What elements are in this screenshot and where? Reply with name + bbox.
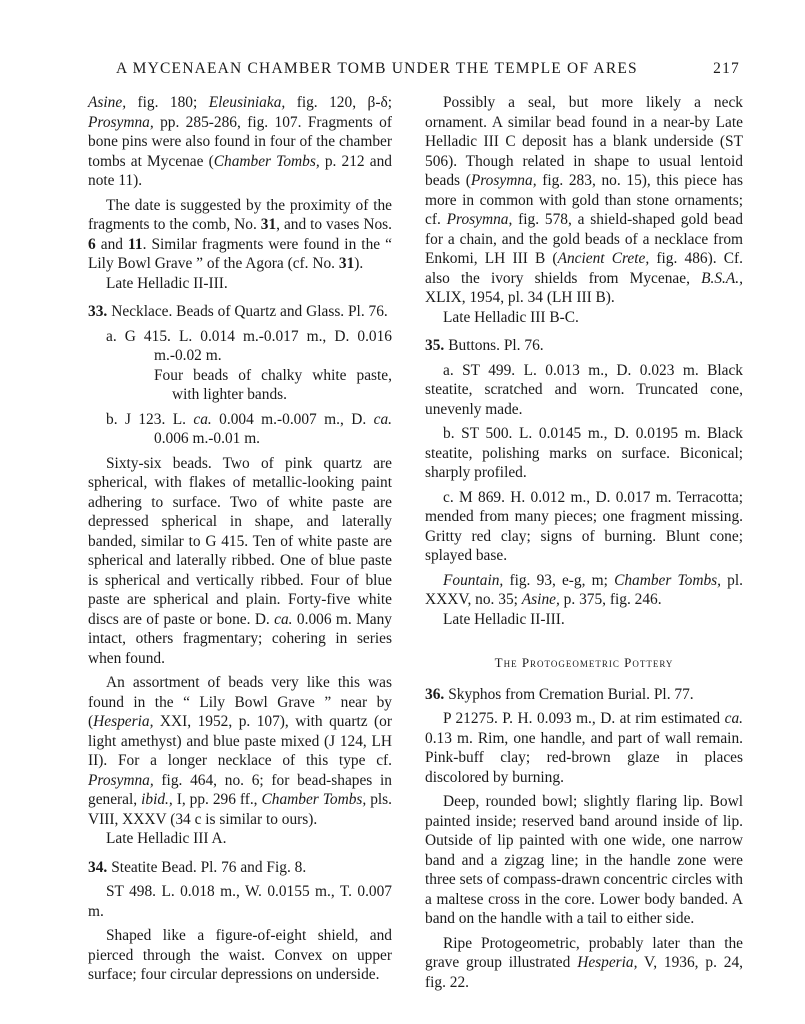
citation-title: ibid.,: [141, 791, 173, 808]
text: ca.: [373, 410, 392, 428]
sub-entry-dims: a. G 415. L. 0.014 m.-0.017 m., D. 0.016 m.-0.02 m.: [106, 327, 392, 364]
citation-title: Chamber Tombs,: [213, 152, 320, 170]
sub-entry: a. ST 499. L. 0.013 m., D. 0.023 m. Black steatite, scratched and worn. Truncated cone, unevenly made.: [425, 361, 743, 418]
sub-entry: b. ST 500. L. 0.0145 m., D. 0.0195 m. Black steatite, polishing marks on surface. Biconical; sharply profiled.: [425, 425, 743, 481]
paragraph: [425, 93, 743, 308]
item-title: Buttons. Pl. 76.: [448, 337, 544, 354]
citation-title: Prosymna,: [470, 172, 537, 189]
text: 0.004 m.-0.007 m., D.: [211, 410, 374, 428]
citation-title: Prosymna,: [88, 771, 154, 789]
citation-title: Hesperia,: [93, 713, 154, 730]
paragraph: [88, 673, 392, 829]
item-heading: [88, 302, 392, 322]
left-column: [88, 93, 392, 985]
text: V, 1936, p. 24, fig. 22.: [425, 954, 744, 991]
text: ca.: [724, 710, 743, 727]
sub-entry: [106, 410, 392, 449]
citation-title: Hesperia,: [577, 954, 638, 971]
text: I, pp. 296 ff.,: [172, 791, 262, 808]
item-number: 33.: [88, 303, 108, 320]
date-line: Late Helladic III A.: [106, 830, 227, 847]
item-ref: 31: [260, 216, 277, 233]
paragraph: Shaped like a figure-of-eight shield, and pierced through the waist. Convex on upper surface; four circular depressions on underside.: [88, 927, 392, 983]
text: XLIX, 1954, pl. 34 (LH III B).: [425, 289, 615, 306]
text: Possibly a seal, but more likely a neck ornament. A similar bead found in a near-by Late Helladic III C deposit has a blank underside (ST 506). Though related in shape to usual lentoid beads (: [425, 94, 743, 189]
paragraph: Deep, rounded bowl; slightly flaring lip. Bowl painted inside; reserved band around inside of lip. Outside of lip painted with one wide, one narrow band and a zigzag line; in the handle zone were three sets of compass-drawn concentric circles with a maltese cross in the core. Lower body banded. A band on the handle with a tail to either side.: [425, 793, 743, 927]
running-title: A MYCENAEAN CHAMBER TOMB UNDER THE TEMPLE OF ARES: [116, 60, 638, 77]
text: Ripe Protogeometric, probably later than the grave group illustrated: [425, 934, 743, 971]
text: XXI, 1952, p. 107), with quartz (or light amethyst) and blue paste mixed (J 124, LH II). For a longer necklace of this type cf.: [88, 713, 392, 769]
citation-title: Chamber Tombs,: [261, 791, 367, 808]
text: fig. 120, β-δ;: [285, 94, 392, 111]
text: fig. 486). Cf. also the ivory shields from Mycenae,: [425, 250, 743, 287]
item-title: Steatite Bead. Pl. 76 and Fig. 8.: [111, 858, 307, 876]
page-number: 217: [713, 60, 740, 77]
text: 0.006 m. Many intact, others fragmentary; cohering in series when found.: [88, 610, 392, 667]
sub-entry: c. M 869. H. 0.012 m., D. 0.017 m. Terracotta; mended from many pieces; one fragment missing. Gritty red clay; signs of burning. Blunt cone; splayed base.: [425, 488, 743, 564]
text: 0.006 m.-0.01 m.: [154, 430, 261, 447]
citation-title: Prosymna,: [446, 211, 513, 228]
item-number: 34.: [88, 858, 108, 876]
text: p. 375, fig. 246.: [559, 591, 662, 608]
citation-title: Ancient Crete,: [557, 250, 650, 267]
text: pl. XXXV, no. 35;: [425, 571, 744, 608]
text: pp. 285-286, fig. 107. Fragments of bone pins were also found in four of the chamber tombs at Mycenae (: [88, 113, 392, 170]
paragraph: [88, 196, 392, 274]
item-dims: [425, 709, 743, 787]
citation-title: Prosymna,: [88, 113, 154, 131]
text: pls. VIII, XXXV (34 c is similar to ours).: [88, 791, 393, 828]
sub-entry-desc: Four beads of chalky white paste, with lighter bands.: [154, 366, 392, 403]
text: fig. 464, no. 6; for bead-shapes in general,: [88, 771, 392, 808]
text: b. J 123. L.: [106, 410, 194, 428]
citation-title: Fountain,: [443, 571, 504, 589]
text: ).: [354, 255, 364, 272]
date-line: Late Helladic II-III.: [443, 610, 565, 628]
citation-title: Eleusiniaka,: [208, 94, 286, 111]
citation-title: Chamber Tombs,: [614, 571, 722, 589]
section-heading: The Protogeometric Pottery: [494, 655, 674, 670]
text: Sixty-six beads. Two of pink quartz are spherical, with flakes of metallic-looking paint adhering to surface. Two of white paste are depressed spherical in shape, and laterally banded, similar to G 415. Ten of white paste are spherical and laterally ribbed. One of blue paste is spherical and vertically ribbed. Four of blue paste are spherical and plain. Forty-five white discs are of paste or bone. D.: [88, 454, 392, 628]
text: ca.: [193, 410, 212, 428]
item-heading: [88, 858, 392, 878]
item-title: Necklace. Beads of Quartz and Glass. Pl. 76.: [111, 303, 388, 320]
text: 0.13 m. Rim, one handle, and part of wall remain. Pink-buff clay; red-brown glaze in places discolored by burning.: [425, 729, 743, 786]
item-number: 36.: [425, 685, 445, 703]
text: and: [95, 235, 129, 253]
text: fig. 93, e-g, m;: [503, 571, 615, 589]
sub-entry-dims: [106, 410, 392, 449]
citation-title: Asine,: [521, 591, 560, 608]
date-line: Late Helladic III B-C.: [443, 308, 579, 326]
citation-title: B.S.A.,: [701, 269, 743, 287]
paragraph: [425, 934, 743, 993]
text: , and to vases Nos.: [276, 216, 392, 233]
text: An assortment of beads very like this was found in the “ Lily Bowl Grave ” near by (: [88, 674, 392, 730]
text: P 21275. P. H. 0.093 m., D. at rim estimated: [443, 710, 725, 727]
text: fig. 283, no. 15), this piece has more in common with gold than stone ornaments; cf.: [425, 172, 744, 228]
right-column: [425, 93, 743, 992]
item-heading: [425, 336, 743, 356]
item-number: 35.: [425, 337, 445, 354]
item-title: Skyphos from Cremation Burial. Pl. 77.: [448, 685, 694, 703]
item-ref: 11: [128, 235, 143, 253]
item-heading: [425, 685, 743, 705]
text: The date is suggested by the proximity of the fragments to the comb, No.: [88, 196, 392, 233]
text: ca.: [274, 610, 293, 628]
text: p. 212 and note 11).: [88, 152, 392, 189]
text: . Similar fragments were found in the “ Lily Bowl Grave ” of the Agora (cf. No.: [88, 235, 392, 272]
paragraph: [88, 454, 392, 669]
sub-entry: [106, 327, 392, 405]
paragraph: [425, 571, 743, 610]
paragraph: [88, 93, 392, 191]
item-ref: 6: [88, 235, 96, 253]
citation-title: Asine,: [88, 94, 127, 111]
item-dims: ST 498. L. 0.018 m., W. 0.0155 m., T. 0.007 m.: [88, 883, 392, 920]
text: fig. 578, a shield-shaped gold bead for a chain, and the gold beads of a necklace from Enkomi, LH III B (: [425, 211, 743, 267]
date-line: Late Helladic II-III.: [106, 274, 228, 292]
item-ref: 31: [338, 255, 355, 272]
text: fig. 180;: [126, 94, 209, 111]
